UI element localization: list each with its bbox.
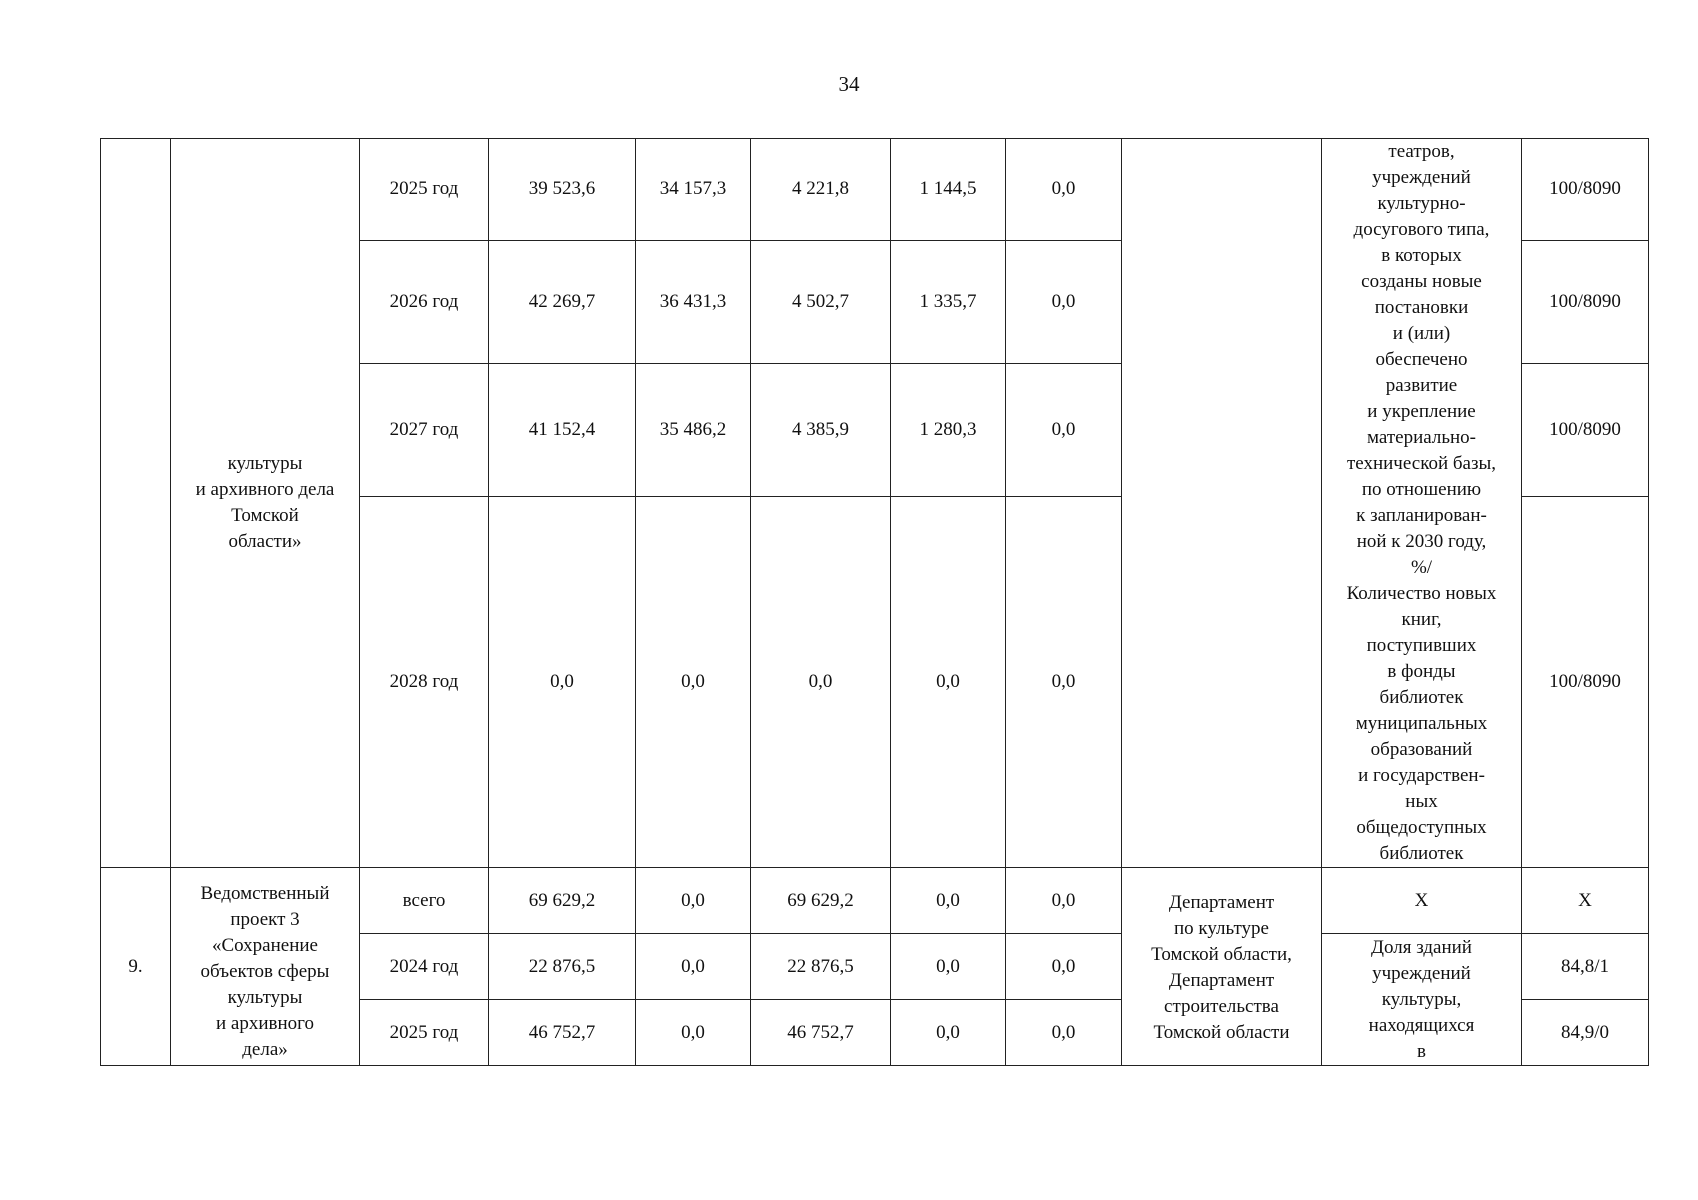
regional-cell: 46 752,7	[751, 1000, 891, 1066]
indicator-cell: Доля зданий учреждений культуры, находящихся в	[1322, 934, 1522, 1066]
project-name-cell: культуры и архивного дела Томской области»	[171, 139, 360, 868]
regional-cell: 4 221,8	[751, 139, 891, 241]
project-name-cell: Ведомственный проект 3 «Сохранение объектов сферы культуры и архивного дела»	[171, 868, 360, 1066]
table-row	[101, 868, 1649, 934]
financing-table	[100, 138, 1649, 1066]
federal-cell: 35 486,2	[636, 363, 751, 496]
federal-cell: 0,0	[636, 934, 751, 1000]
row-number-cell: 9.	[101, 868, 171, 1066]
total-cell: 46 752,7	[489, 1000, 636, 1066]
regional-cell: 69 629,2	[751, 868, 891, 934]
local-cell: 0,0	[891, 1000, 1006, 1066]
extrabudget-cell: 0,0	[1006, 240, 1122, 363]
total-cell: 41 152,4	[489, 363, 636, 496]
table-row	[101, 139, 1649, 241]
regional-cell: 0,0	[751, 496, 891, 867]
extrabudget-cell: 0,0	[1006, 139, 1122, 241]
local-cell: 1 335,7	[891, 240, 1006, 363]
indicator-value-cell: Х	[1522, 868, 1649, 934]
year-cell: всего	[360, 868, 489, 934]
indicator-value-cell: 84,9/0	[1522, 1000, 1649, 1066]
indicator-value-cell: 84,8/1	[1522, 934, 1649, 1000]
local-cell: 0,0	[891, 868, 1006, 934]
total-cell: 0,0	[489, 496, 636, 867]
local-cell: 0,0	[891, 496, 1006, 867]
regional-cell: 4 502,7	[751, 240, 891, 363]
extrabudget-cell: 0,0	[1006, 934, 1122, 1000]
local-cell: 1 280,3	[891, 363, 1006, 496]
local-cell: 0,0	[891, 934, 1006, 1000]
year-cell: 2028 год	[360, 496, 489, 867]
federal-cell: 34 157,3	[636, 139, 751, 241]
federal-cell: 0,0	[636, 1000, 751, 1066]
year-cell: 2027 год	[360, 363, 489, 496]
indicator-cell: театров, учреждений культурно- досугового типа, в которых созданы новые постановки и (или) обеспечено развитие и укрепление материально- технической базы, по отношению к запланирован- ной к 2030 году, %/ Количество новых книг, поступивших в фонды библиотек муниципальных образований и государствен- ных общедоступных библиотек	[1322, 139, 1522, 868]
executor-cell	[1122, 139, 1322, 868]
federal-cell: 36 431,3	[636, 240, 751, 363]
total-cell: 39 523,6	[489, 139, 636, 241]
extrabudget-cell: 0,0	[1006, 868, 1122, 934]
indicator-cell: Х	[1322, 868, 1522, 934]
total-cell: 22 876,5	[489, 934, 636, 1000]
federal-cell: 0,0	[636, 868, 751, 934]
indicator-value-cell: 100/8090	[1522, 363, 1649, 496]
indicator-value-cell: 100/8090	[1522, 240, 1649, 363]
total-cell: 42 269,7	[489, 240, 636, 363]
regional-cell: 22 876,5	[751, 934, 891, 1000]
indicator-value-cell: 100/8090	[1522, 139, 1649, 241]
year-cell: 2024 год	[360, 934, 489, 1000]
year-cell: 2025 год	[360, 139, 489, 241]
federal-cell: 0,0	[636, 496, 751, 867]
page-number: 34	[838, 72, 860, 96]
row-number-cell	[101, 139, 171, 868]
total-cell: 69 629,2	[489, 868, 636, 934]
local-cell: 1 144,5	[891, 139, 1006, 241]
executor-cell: Департамент по культуре Томской области, Департамент строительства Томской области	[1122, 868, 1322, 1066]
extrabudget-cell: 0,0	[1006, 1000, 1122, 1066]
indicator-value-cell: 100/8090	[1522, 496, 1649, 867]
extrabudget-cell: 0,0	[1006, 496, 1122, 867]
extrabudget-cell: 0,0	[1006, 363, 1122, 496]
regional-cell: 4 385,9	[751, 363, 891, 496]
year-cell: 2025 год	[360, 1000, 489, 1066]
year-cell: 2026 год	[360, 240, 489, 363]
